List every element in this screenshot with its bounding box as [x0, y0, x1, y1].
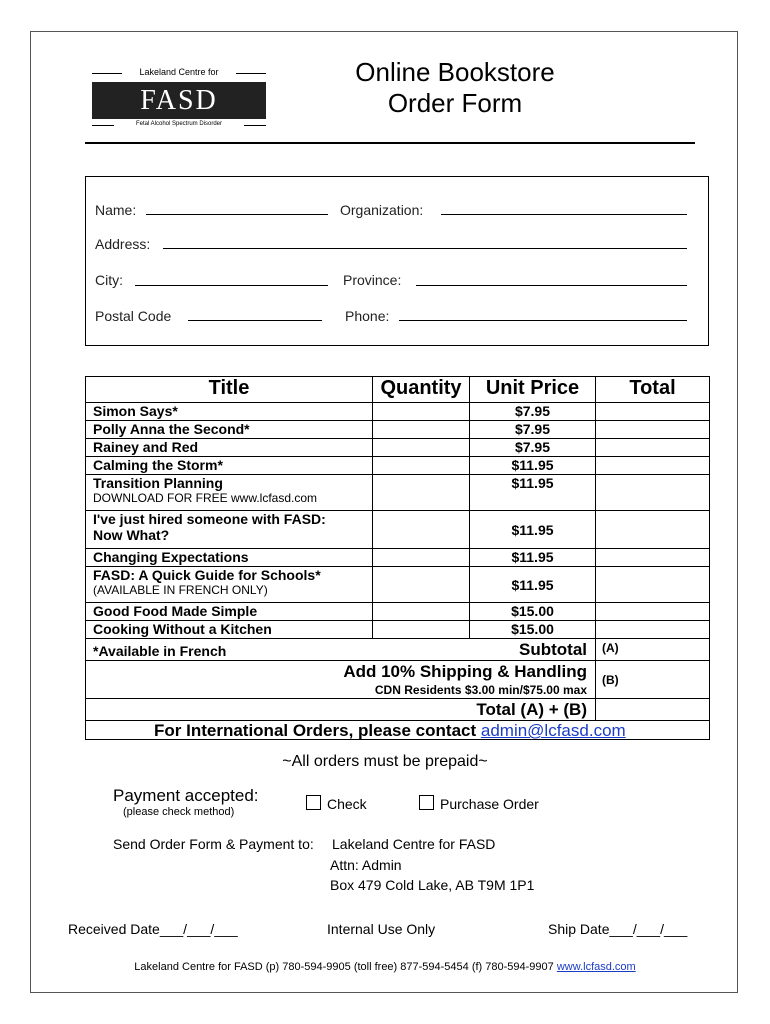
- book-title: FASD: A Quick Guide for Schools*: [93, 567, 321, 583]
- total-cell[interactable]: [595, 511, 709, 548]
- total-label: Total (A) + (B): [476, 700, 587, 719]
- table-row: [86, 438, 709, 456]
- total-cell[interactable]: [595, 475, 709, 510]
- unit-price: $7.95: [469, 439, 595, 456]
- send-address-line3: Box 479 Cold Lake, AB T9M 1P1: [330, 877, 535, 893]
- send-address-line1: Lakeland Centre for FASD: [332, 836, 496, 852]
- phone-field[interactable]: [399, 320, 687, 321]
- quantity-cell[interactable]: [372, 475, 469, 510]
- total-cell[interactable]: [595, 439, 709, 456]
- table-row: [86, 566, 709, 602]
- unit-price: $7.95: [469, 421, 595, 438]
- logo-bottom-text: Fetal Alcohol Spectrum Disorder: [92, 121, 266, 127]
- international-email-link[interactable]: admin@lcfasd.com: [480, 721, 626, 740]
- total-cell[interactable]: [595, 603, 709, 620]
- header-title: Title: [208, 377, 250, 399]
- footer-contact: Lakeland Centre for FASD (p) 780-594-9905 (toll free) 877-594-5454 (f) 780-594-9907: [134, 961, 554, 973]
- unit-price: $11.95: [469, 511, 595, 548]
- unit-price: $11.95: [469, 549, 595, 566]
- total-cell[interactable]: [595, 567, 709, 602]
- shipping-label: Add 10% Shipping & Handling: [343, 662, 587, 681]
- quantity-cell[interactable]: [372, 511, 469, 548]
- book-title-line2: Now What?: [93, 527, 170, 543]
- subtotal-code: (A): [602, 641, 619, 655]
- subtotal-cell[interactable]: [595, 639, 709, 660]
- purchase-order-label: Purchase Order: [440, 796, 539, 812]
- book-title: I've just hired someone with FASD:: [93, 511, 326, 527]
- quantity-cell[interactable]: [372, 621, 469, 638]
- page-subtitle: Order Form: [387, 88, 523, 118]
- organization-field[interactable]: [441, 214, 687, 215]
- page-title: Online Bookstore: [355, 57, 555, 87]
- book-title-cell: [86, 475, 372, 510]
- send-address-line2: Attn: Admin: [330, 857, 402, 873]
- total-cell[interactable]: [595, 621, 709, 638]
- unit-price: $11.95: [469, 457, 595, 474]
- total-cell[interactable]: [595, 457, 709, 474]
- unit-price: $11.95: [469, 567, 595, 602]
- logo-top-text: Lakeland Centre for: [92, 67, 266, 79]
- subtotal-label-cell: [86, 639, 595, 660]
- shipping-label-cell: [86, 661, 595, 698]
- subtotal-row: [86, 638, 709, 660]
- total-cell[interactable]: [595, 549, 709, 566]
- payment-po-option[interactable]: [419, 795, 539, 812]
- header-total: Total: [595, 377, 709, 402]
- header-divider: [85, 142, 695, 144]
- unit-price: $15.00: [469, 621, 595, 638]
- book-title: Rainey and Red: [93, 439, 199, 455]
- name-field[interactable]: [146, 214, 328, 215]
- payment-check-option[interactable]: [306, 795, 367, 812]
- shipping-note: CDN Residents $3.00 min/$75.00 max: [374, 683, 587, 697]
- book-title-cell: [86, 511, 372, 548]
- international-text: For International Orders, please contact: [154, 721, 477, 740]
- payment-label: Payment accepted:: [113, 786, 259, 805]
- postal-code-label: Postal Code: [95, 308, 172, 324]
- table-row: [86, 456, 709, 474]
- payment-hint: (please check method): [123, 806, 235, 818]
- unit-price: $15.00: [469, 603, 595, 620]
- book-title: Simon Says*: [93, 403, 178, 419]
- quantity-cell[interactable]: [372, 403, 469, 420]
- book-title-cell: [86, 567, 372, 602]
- shipping-code: (B): [602, 673, 619, 687]
- table-row: [86, 402, 709, 420]
- postal-code-field[interactable]: [188, 320, 322, 321]
- send-label: Send Order Form & Payment to:: [113, 836, 314, 852]
- internal-use-label: Internal Use Only: [327, 921, 436, 937]
- check-label: Check: [327, 796, 367, 812]
- book-title: Cooking Without a Kitchen: [93, 621, 272, 637]
- city-label: City:: [95, 272, 123, 288]
- book-title: Transition Planning: [93, 475, 223, 491]
- book-title: Good Food Made Simple: [93, 603, 258, 619]
- unit-price: $11.95: [469, 475, 595, 510]
- shipping-cell[interactable]: [595, 661, 709, 698]
- table-row: [86, 420, 709, 438]
- quantity-cell[interactable]: [372, 549, 469, 566]
- phone-label: Phone:: [345, 308, 390, 324]
- prepaid-note: ~All orders must be prepaid~: [282, 753, 488, 770]
- city-field[interactable]: [135, 285, 328, 286]
- table-row: [86, 474, 709, 510]
- book-title: Calming the Storm*: [93, 457, 223, 473]
- province-label: Province:: [343, 272, 402, 288]
- total-label-cell: [86, 699, 595, 720]
- header-quantity: Quantity: [372, 377, 469, 402]
- subtotal-label: Subtotal: [519, 640, 587, 659]
- organization-label: Organization:: [340, 202, 424, 218]
- quantity-cell[interactable]: [372, 567, 469, 602]
- international-row: [86, 720, 709, 740]
- quantity-cell[interactable]: [372, 457, 469, 474]
- quantity-cell[interactable]: [372, 421, 469, 438]
- book-title: Polly Anna the Second*: [93, 421, 250, 437]
- logo: FASD: [92, 82, 266, 119]
- footer: [0, 961, 770, 973]
- header-unit-price: Unit Price: [469, 377, 595, 402]
- total-row: [86, 698, 709, 720]
- address-field[interactable]: [163, 248, 687, 249]
- book-note: (AVAILABLE IN FRENCH ONLY): [93, 583, 268, 597]
- name-label: Name:: [95, 202, 137, 218]
- shipping-row: [86, 660, 709, 698]
- table-row: [86, 548, 709, 566]
- table-row: [86, 602, 709, 620]
- table-row: [86, 510, 709, 548]
- received-date: Received Date___/___/___: [68, 921, 238, 937]
- quantity-cell[interactable]: [372, 439, 469, 456]
- purchase-order-checkbox[interactable]: [419, 795, 434, 810]
- book-title: Changing Expectations: [93, 549, 249, 565]
- total-cell[interactable]: [595, 403, 709, 420]
- grand-total-cell[interactable]: [595, 699, 709, 720]
- order-table: [85, 376, 710, 740]
- ship-date: Ship Date___/___/___: [548, 921, 688, 937]
- table-header: [86, 377, 709, 402]
- province-field[interactable]: [416, 285, 687, 286]
- total-cell[interactable]: [595, 421, 709, 438]
- footer-website-link[interactable]: www.lcfasd.com: [556, 961, 636, 973]
- unit-price: $7.95: [469, 403, 595, 420]
- check-checkbox[interactable]: [306, 795, 321, 810]
- quantity-cell[interactable]: [372, 603, 469, 620]
- french-note: *Available in French: [93, 643, 227, 659]
- book-note: DOWNLOAD FOR FREE www.lcfasd.com: [93, 491, 318, 505]
- international-note: [154, 721, 626, 741]
- table-row: [86, 620, 709, 638]
- address-label: Address:: [95, 236, 151, 252]
